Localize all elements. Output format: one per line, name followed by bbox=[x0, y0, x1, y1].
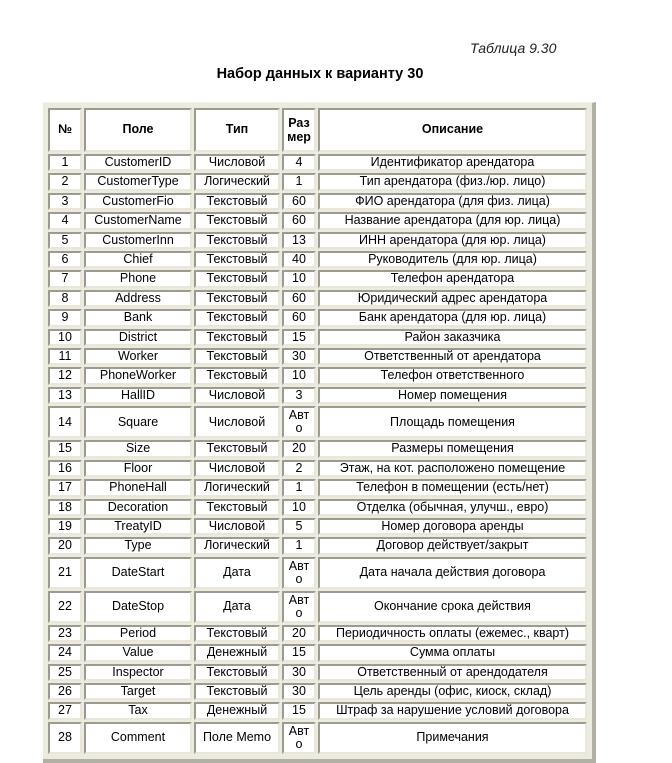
table-row bbox=[48, 702, 587, 719]
cell-no: 28 bbox=[48, 722, 82, 754]
cell-field: TreatyID bbox=[84, 518, 192, 535]
cell-size: 1 bbox=[282, 173, 316, 190]
cell-type: Дата bbox=[194, 591, 280, 623]
cell-type: Числовой bbox=[194, 154, 280, 171]
cell-no: 19 bbox=[48, 518, 82, 535]
cell-description: Периодичность оплаты (ежемес., кварт) bbox=[318, 625, 587, 642]
cell-description: Название арендатора (для юр. лица) bbox=[318, 212, 587, 229]
cell-type: Логический bbox=[194, 173, 280, 190]
page-title: Набор данных к варианту 30 bbox=[216, 66, 424, 82]
cell-no: 10 bbox=[48, 329, 82, 346]
cell-description: Окончание срока действия bbox=[318, 591, 587, 623]
cell-type: Текстовый bbox=[194, 664, 280, 681]
cell-no: 1 bbox=[48, 154, 82, 171]
cell-no: 21 bbox=[48, 557, 82, 589]
table-row bbox=[48, 591, 587, 623]
table-row bbox=[48, 440, 587, 457]
data-table-frame bbox=[43, 102, 596, 763]
cell-size: Авто bbox=[282, 722, 316, 754]
cell-description: ФИО арендатора (для физ. лица) bbox=[318, 193, 587, 210]
cell-no: 5 bbox=[48, 232, 82, 249]
cell-field: Worker bbox=[84, 348, 192, 365]
cell-size: 30 bbox=[282, 348, 316, 365]
cell-type: Числовой bbox=[194, 406, 280, 438]
cell-size: 10 bbox=[282, 367, 316, 384]
table-row bbox=[48, 557, 587, 589]
cell-size: 15 bbox=[282, 329, 316, 346]
cell-description: Номер помещения bbox=[318, 387, 587, 404]
cell-field: DateStart bbox=[84, 557, 192, 589]
cell-field: Inspector bbox=[84, 664, 192, 681]
cell-description: ИНН арендатора (для юр. лица) bbox=[318, 232, 587, 249]
table-row bbox=[48, 173, 587, 190]
cell-field: Comment bbox=[84, 722, 192, 754]
header-type: Тип bbox=[194, 108, 280, 152]
cell-description: Отделка (обычная, улучш., евро) bbox=[318, 499, 587, 516]
table-row bbox=[48, 722, 587, 754]
cell-field: Bank bbox=[84, 309, 192, 326]
cell-no: 12 bbox=[48, 367, 82, 384]
cell-size: 2 bbox=[282, 460, 316, 477]
header-size: Размер bbox=[282, 108, 316, 152]
table-row bbox=[48, 367, 587, 384]
cell-size: 4 bbox=[282, 154, 316, 171]
cell-type: Текстовый bbox=[194, 348, 280, 365]
cell-field: CustomerFio bbox=[84, 193, 192, 210]
header-field: Поле bbox=[84, 108, 192, 152]
cell-field: PhoneWorker bbox=[84, 367, 192, 384]
cell-description: Цель аренды (офис, киоск, склад) bbox=[318, 683, 587, 700]
cell-no: 26 bbox=[48, 683, 82, 700]
table-row bbox=[48, 625, 587, 642]
table-row bbox=[48, 212, 587, 229]
table-row bbox=[48, 348, 587, 365]
cell-field: Period bbox=[84, 625, 192, 642]
cell-description: Телефон арендатора bbox=[318, 270, 587, 287]
cell-description: Идентификатор арендатора bbox=[318, 154, 587, 171]
cell-size: Авто bbox=[282, 591, 316, 623]
table-row bbox=[48, 270, 587, 287]
table-row bbox=[48, 664, 587, 681]
cell-description: Юридический адрес арендатора bbox=[318, 290, 587, 307]
cell-size: 5 bbox=[282, 518, 316, 535]
cell-no: 3 bbox=[48, 193, 82, 210]
cell-description: Договор действует/закрыт bbox=[318, 537, 587, 554]
table-row bbox=[48, 460, 587, 477]
table-row bbox=[48, 232, 587, 249]
cell-size: 1 bbox=[282, 479, 316, 496]
cell-field: Phone bbox=[84, 270, 192, 287]
cell-size: 60 bbox=[282, 193, 316, 210]
cell-type: Логический bbox=[194, 537, 280, 554]
cell-type: Текстовый bbox=[194, 625, 280, 642]
cell-field: CustomerName bbox=[84, 212, 192, 229]
cell-size: 15 bbox=[282, 644, 316, 661]
cell-no: 24 bbox=[48, 644, 82, 661]
table-row bbox=[48, 193, 587, 210]
cell-description: Телефон ответственного bbox=[318, 367, 587, 384]
cell-description: Примечания bbox=[318, 722, 587, 754]
cell-description: Район заказчика bbox=[318, 329, 587, 346]
cell-size: 30 bbox=[282, 664, 316, 681]
cell-no: 15 bbox=[48, 440, 82, 457]
cell-type: Текстовый bbox=[194, 499, 280, 516]
cell-type: Текстовый bbox=[194, 440, 280, 457]
cell-field: Size bbox=[84, 440, 192, 457]
cell-field: Value bbox=[84, 644, 192, 661]
table-body bbox=[48, 154, 587, 754]
table-row bbox=[48, 309, 587, 326]
table-caption: Таблица 9.30 bbox=[470, 40, 557, 56]
cell-size: 15 bbox=[282, 702, 316, 719]
table-row bbox=[48, 518, 587, 535]
cell-size: Авто bbox=[282, 557, 316, 589]
cell-type: Текстовый bbox=[194, 367, 280, 384]
table-row bbox=[48, 329, 587, 346]
cell-description: Дата начала действия договора bbox=[318, 557, 587, 589]
cell-field: Target bbox=[84, 683, 192, 700]
cell-type: Дата bbox=[194, 557, 280, 589]
cell-size: Авто bbox=[282, 406, 316, 438]
cell-description: Банк арендатора (для юр. лица) bbox=[318, 309, 587, 326]
table-row bbox=[48, 537, 587, 554]
cell-field: CustomerID bbox=[84, 154, 192, 171]
cell-field: District bbox=[84, 329, 192, 346]
table-row bbox=[48, 499, 587, 516]
cell-field: Square bbox=[84, 406, 192, 438]
cell-no: 18 bbox=[48, 499, 82, 516]
cell-no: 20 bbox=[48, 537, 82, 554]
cell-description: Размеры помещения bbox=[318, 440, 587, 457]
cell-field: Address bbox=[84, 290, 192, 307]
cell-field: Floor bbox=[84, 460, 192, 477]
cell-type: Текстовый bbox=[194, 212, 280, 229]
cell-type: Текстовый bbox=[194, 193, 280, 210]
cell-size: 30 bbox=[282, 683, 316, 700]
table-row bbox=[48, 290, 587, 307]
cell-no: 7 bbox=[48, 270, 82, 287]
header-description: Описание bbox=[318, 108, 587, 152]
cell-type: Числовой bbox=[194, 460, 280, 477]
cell-size: 1 bbox=[282, 537, 316, 554]
cell-size: 60 bbox=[282, 290, 316, 307]
table-row bbox=[48, 406, 587, 438]
cell-type: Числовой bbox=[194, 387, 280, 404]
cell-type: Числовой bbox=[194, 518, 280, 535]
cell-type: Текстовый bbox=[194, 270, 280, 287]
cell-type: Логический bbox=[194, 479, 280, 496]
cell-no: 9 bbox=[48, 309, 82, 326]
cell-type: Текстовый bbox=[194, 290, 280, 307]
cell-size: 10 bbox=[282, 270, 316, 287]
cell-type: Денежный bbox=[194, 644, 280, 661]
cell-description: Номер договора аренды bbox=[318, 518, 587, 535]
table-row bbox=[48, 683, 587, 700]
cell-type: Текстовый bbox=[194, 232, 280, 249]
cell-no: 2 bbox=[48, 173, 82, 190]
table-row bbox=[48, 644, 587, 661]
cell-field: HallID bbox=[84, 387, 192, 404]
cell-type: Текстовый bbox=[194, 309, 280, 326]
cell-no: 27 bbox=[48, 702, 82, 719]
cell-type: Текстовый bbox=[194, 329, 280, 346]
cell-no: 25 bbox=[48, 664, 82, 681]
cell-field: CustomerType bbox=[84, 173, 192, 190]
cell-no: 14 bbox=[48, 406, 82, 438]
cell-size: 3 bbox=[282, 387, 316, 404]
cell-description: Телефон в помещении (есть/нет) bbox=[318, 479, 587, 496]
cell-description: Ответственный от арендодателя bbox=[318, 664, 587, 681]
cell-type: Денежный bbox=[194, 702, 280, 719]
cell-field: Type bbox=[84, 537, 192, 554]
cell-type: Поле Memo bbox=[194, 722, 280, 754]
table-row bbox=[48, 479, 587, 496]
dataset-table bbox=[46, 106, 589, 756]
cell-field: DateStop bbox=[84, 591, 192, 623]
cell-no: 22 bbox=[48, 591, 82, 623]
cell-field: Decoration bbox=[84, 499, 192, 516]
cell-no: 8 bbox=[48, 290, 82, 307]
cell-size: 10 bbox=[282, 499, 316, 516]
cell-size: 20 bbox=[282, 440, 316, 457]
cell-field: Chief bbox=[84, 251, 192, 268]
cell-no: 4 bbox=[48, 212, 82, 229]
cell-description: Площадь помещения bbox=[318, 406, 587, 438]
table-row bbox=[48, 154, 587, 171]
header-no: № bbox=[48, 108, 82, 152]
table-row bbox=[48, 387, 587, 404]
table-header-row bbox=[48, 108, 587, 152]
cell-no: 6 bbox=[48, 251, 82, 268]
cell-no: 16 bbox=[48, 460, 82, 477]
cell-no: 23 bbox=[48, 625, 82, 642]
cell-description: Ответственный от арендатора bbox=[318, 348, 587, 365]
cell-no: 13 bbox=[48, 387, 82, 404]
cell-size: 60 bbox=[282, 212, 316, 229]
cell-field: Tax bbox=[84, 702, 192, 719]
cell-no: 17 bbox=[48, 479, 82, 496]
cell-description: Штраф за нарушение условий договора bbox=[318, 702, 587, 719]
cell-description: Тип арендатора (физ./юр. лицо) bbox=[318, 173, 587, 190]
cell-type: Текстовый bbox=[194, 251, 280, 268]
cell-size: 20 bbox=[282, 625, 316, 642]
cell-no: 11 bbox=[48, 348, 82, 365]
cell-field: PhoneHall bbox=[84, 479, 192, 496]
cell-size: 40 bbox=[282, 251, 316, 268]
cell-description: Сумма оплаты bbox=[318, 644, 587, 661]
cell-field: CustomerInn bbox=[84, 232, 192, 249]
cell-type: Текстовый bbox=[194, 683, 280, 700]
cell-description: Руководитель (для юр. лица) bbox=[318, 251, 587, 268]
table-row bbox=[48, 251, 587, 268]
cell-description: Этаж, на кот. расположено помещение bbox=[318, 460, 587, 477]
cell-size: 13 bbox=[282, 232, 316, 249]
cell-size: 60 bbox=[282, 309, 316, 326]
